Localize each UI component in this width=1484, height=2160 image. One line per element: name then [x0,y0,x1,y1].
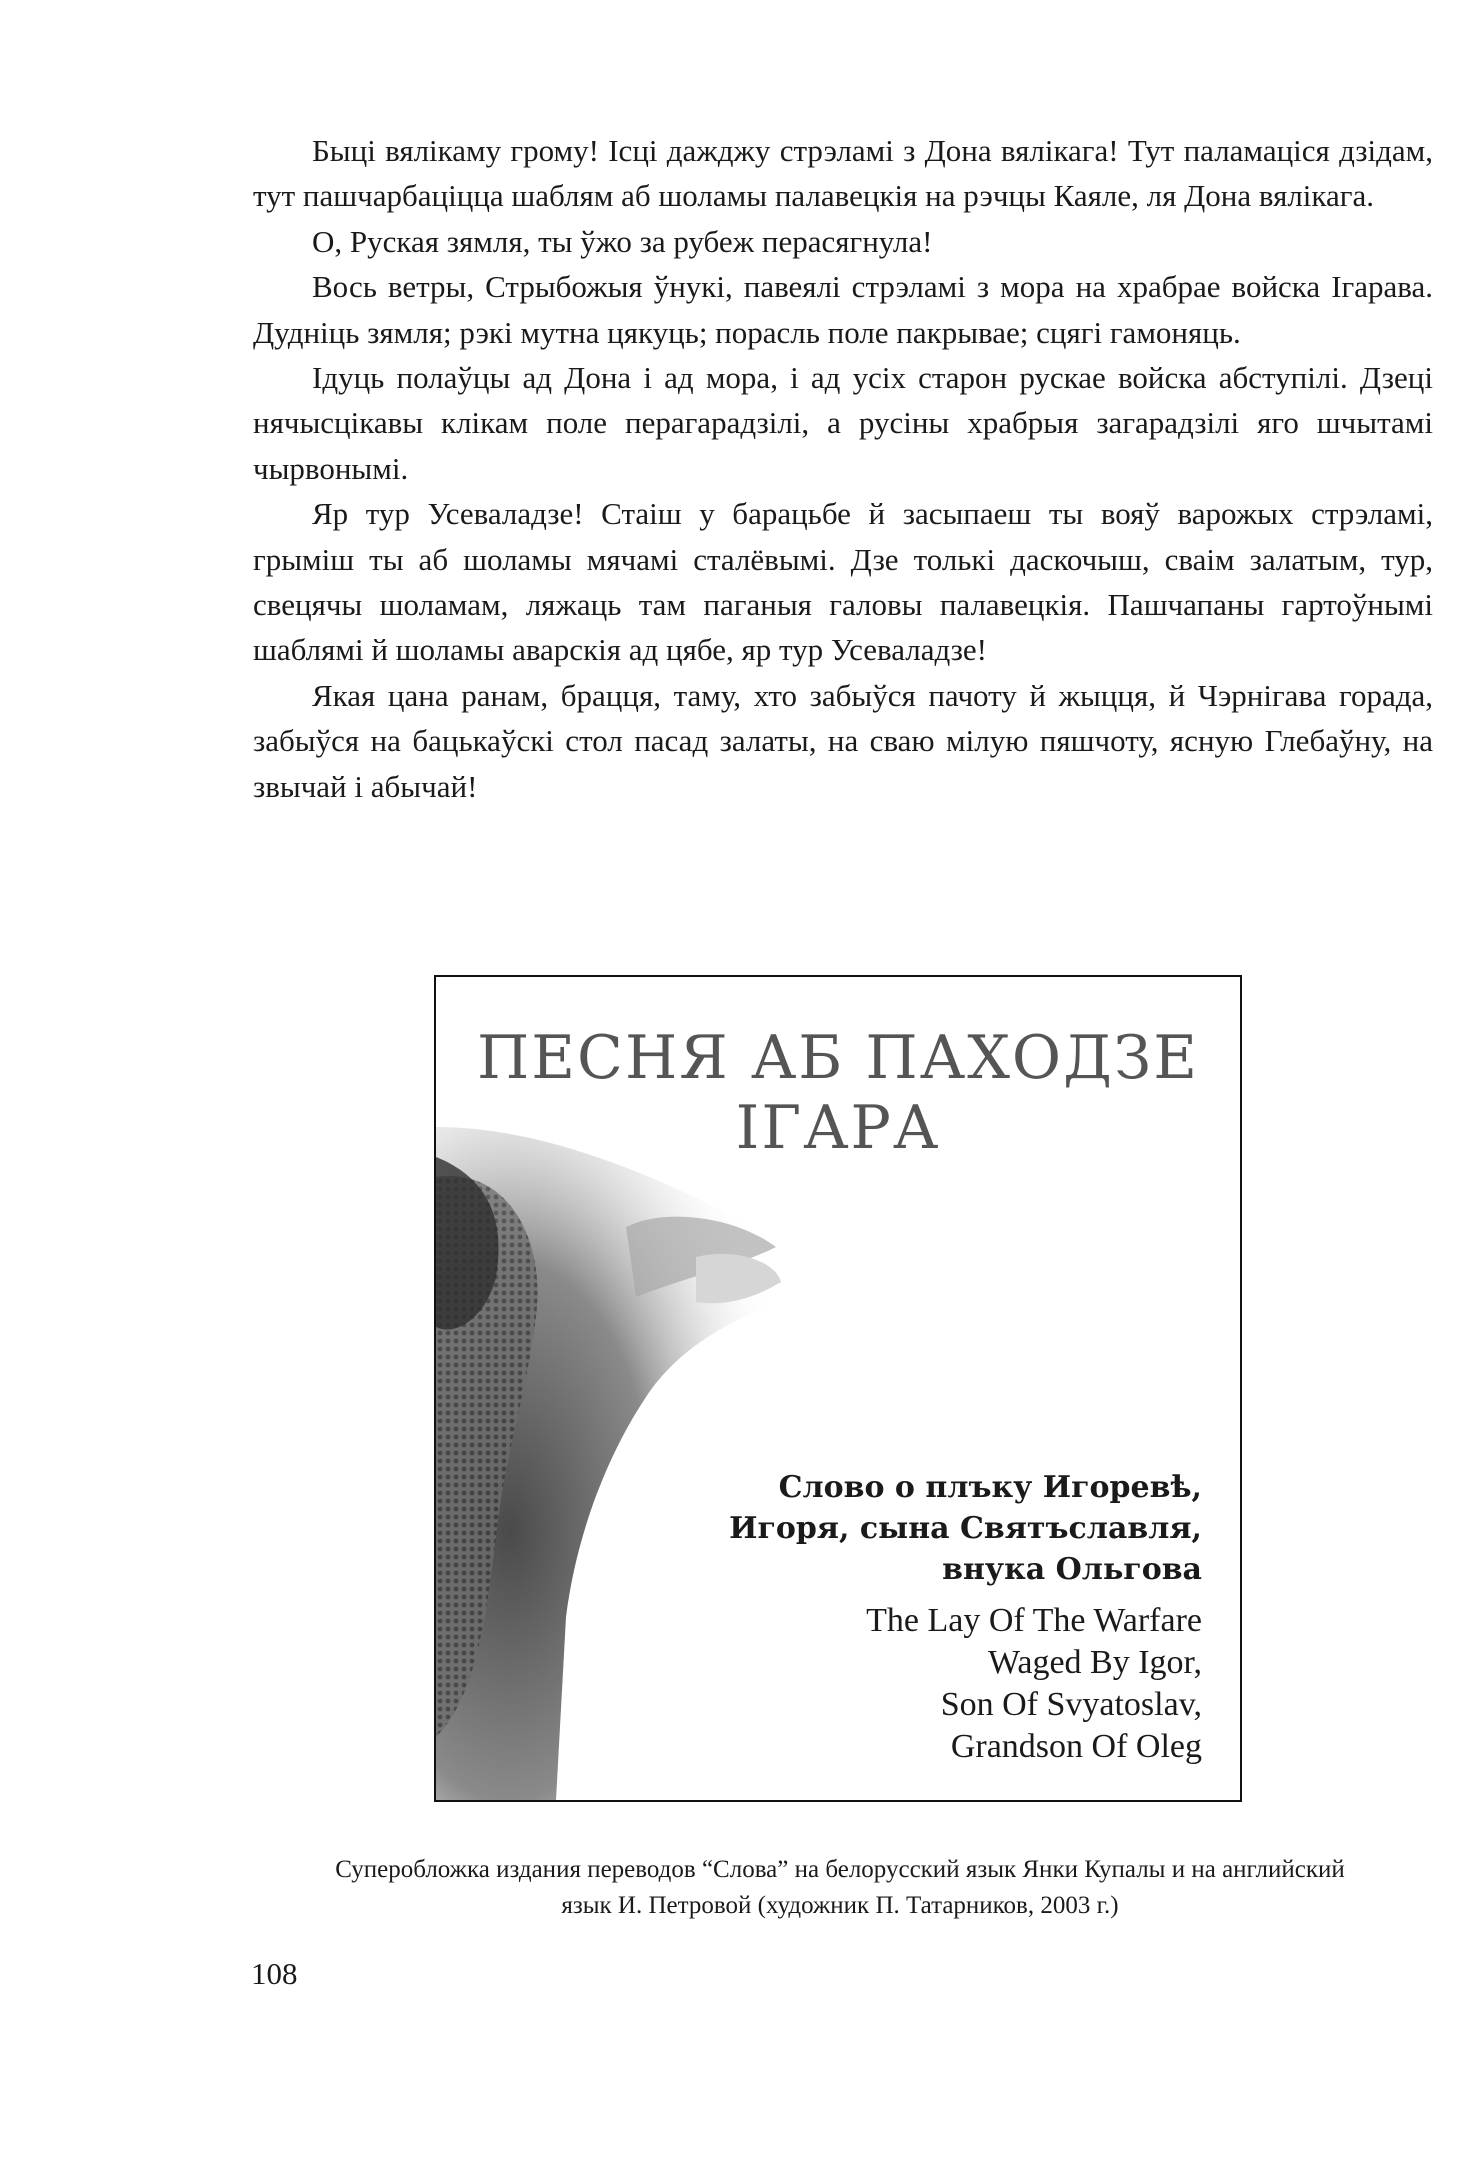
caption-line: Суперобложка издания переводов “Слова” на белорусский язык Янки Купалы и на английский [335,1856,1345,1883]
paragraph: Якая цана ранам, брацця, таму, хто забыўся пачоту й жыцця, й Чэрнігава горада, забыўся на бацькаўскі стол пасад залаты, на сваю мілую пяшчоту, ясную Глебаўну, на звычай і абычай! [253,677,1433,804]
paragraph: Ідуць полаўцы ад Дона і ад мора, і ад усіх старон рускае войска абступілі. Дзеці нячысцікавы клікам поле перагарадзілі, а русіны храбрыя загарадзілі яго шчытамі чырвонымі. [253,360,1433,486]
paragraph: О, Руская зямля, ты ўжо за рубеж перасягнула! [312,223,933,259]
book-cover-figure [434,975,1242,1802]
english-line: Son Of Svyatoslav, [940,1686,1202,1723]
figure-caption [240,1852,1440,1924]
cover-title: ПЕСНЯ АБ ПАХОДЗЕ ІГАРА [476,1023,1200,1163]
page-number: 108 [251,1956,298,1991]
paragraph: Вось ветры, Стрыбожыя ўнукі, павеялі стрэламі з мора на храбрае войска Ігарава. Дудніць зямля; рэкі мутна цякуць; порасль поле пакрывае; сцягі гамоняць. [253,269,1433,350]
old-slavonic-line: Игоря, сына Святъславля, [729,1511,1202,1546]
english-line: Waged By Igor, [987,1644,1202,1681]
english-line: Grandson Of Oleg [950,1728,1202,1765]
paragraph: Быці вялікаму грому! Ісці дажджу стрэламі з Дона вялікага! Тут паламаціся дзідам, тут пашчарбаціцца шаблям аб шоламы палавецкія на рэчцы Каяле, ля Дона вялікага. [253,133,1433,214]
body-text [253,128,1433,809]
english-line: The Lay Of The Warfare [866,1602,1202,1639]
old-slavonic-line: внука Ольгова [942,1552,1202,1587]
old-slavonic-line: Слово о плъку Игоревѣ, [778,1470,1202,1505]
cover-subtitle [729,1467,1202,1768]
caption-line: язык И. Петровой (художник П. Татарников, 2003 г.) [561,1892,1119,1919]
paragraph: Яр тур Усеваладзе! Стаіш у барацьбе й засыпаеш ты вояў варожых стрэламі, грыміш ты аб шоламы мячамі сталёвымі. Дзе толькі даскочыш, сваім залатым, тур, свецячы шоламам, ляжаць там паганыя галовы палавецкія. Пашчапаны гартоўнымі шаблямі й шоламы аварскія ад цябе, яр тур Усеваладзе! [253,496,1433,668]
